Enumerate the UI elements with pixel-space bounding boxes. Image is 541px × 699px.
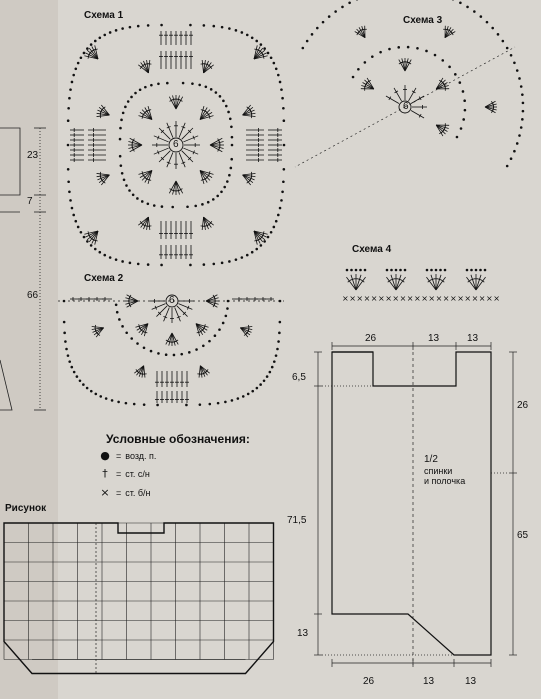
pattern-note-line2: спинки [424, 466, 453, 476]
figure-label: Рисунок [5, 503, 47, 514]
pattern-bottom-13a: 13 [423, 676, 435, 687]
pattern-top-13a: 13 [428, 333, 440, 344]
pattern-bottom-13b: 13 [465, 676, 477, 687]
svg-text:×: × [493, 294, 500, 303]
svg-text:×: × [414, 294, 421, 303]
svg-text:×: × [457, 294, 464, 303]
svg-text:×: × [471, 294, 479, 303]
pattern-dimension-lines [314, 342, 517, 667]
svg-text:×: × [363, 294, 371, 303]
figure-grid [4, 523, 274, 674]
svg-text:×: × [378, 294, 385, 303]
pattern-top-13b: 13 [467, 333, 479, 344]
svg-text:×: × [385, 294, 392, 303]
pattern-right-26: 26 [517, 400, 529, 411]
legend-row-chain [98, 449, 156, 462]
svg-text:×: × [450, 294, 457, 303]
scheme3-label: Схема 3 [403, 15, 443, 26]
scheme4-border [342, 269, 500, 303]
left-dim-66: 66 [27, 290, 39, 301]
pattern-note-line3: и полочка [424, 476, 466, 486]
scheme2-motif [58, 295, 284, 406]
scheme1-label: Схема 1 [84, 10, 124, 21]
scheme4-label: Схема 4 [352, 244, 392, 255]
legend-eq: = [116, 450, 122, 461]
legend-text-chain: возд. п. [125, 450, 157, 461]
scheme2-center-number: 6 [169, 295, 175, 306]
svg-text:×: × [406, 294, 414, 303]
legend-row-dc [98, 467, 150, 480]
left-dim-7: 7 [27, 196, 33, 207]
left-partial-pattern [0, 128, 46, 410]
pattern-bottom-26: 26 [363, 676, 375, 687]
pattern-note-line1: 1/2 [424, 454, 438, 465]
legend-text-dc: ст. с/н [125, 468, 150, 479]
legend-title: Условные обозначения: [106, 432, 250, 446]
svg-text:×: × [421, 294, 428, 303]
chain-stitch-symbol: ● [100, 449, 110, 462]
legend-eq: = [116, 487, 122, 498]
svg-text:×: × [428, 294, 436, 303]
svg-text:×: × [464, 294, 472, 303]
pattern-right-65: 65 [517, 530, 529, 541]
legend-text-sc: ст. б/н [125, 487, 151, 498]
pattern-top-26: 26 [365, 333, 377, 344]
svg-text:×: × [442, 294, 450, 303]
svg-text:×: × [370, 294, 378, 303]
left-dim-23: 23 [27, 150, 39, 161]
pattern-left-6-5: 6,5 [292, 372, 306, 383]
legend-eq: = [116, 468, 122, 479]
scheme1-center-number: 6 [173, 139, 179, 150]
double-crochet-symbol: † [102, 467, 108, 480]
scheme3-center-number: 6 [403, 101, 409, 112]
svg-text:×: × [356, 294, 364, 303]
single-crochet-symbol: × [100, 486, 110, 499]
svg-text:×: × [342, 294, 349, 303]
scheme2-label: Схема 2 [84, 273, 124, 284]
svg-text:×: × [349, 294, 356, 303]
svg-text:×: × [486, 294, 493, 303]
svg-text:×: × [399, 294, 407, 303]
svg-text:×: × [435, 294, 443, 303]
pattern-left-13: 13 [297, 628, 309, 639]
legend-row-sc [98, 486, 151, 499]
svg-text:×: × [478, 294, 486, 303]
svg-text:×: × [392, 294, 400, 303]
pattern-outline [332, 352, 491, 655]
pattern-left-71-5: 71,5 [287, 515, 307, 526]
